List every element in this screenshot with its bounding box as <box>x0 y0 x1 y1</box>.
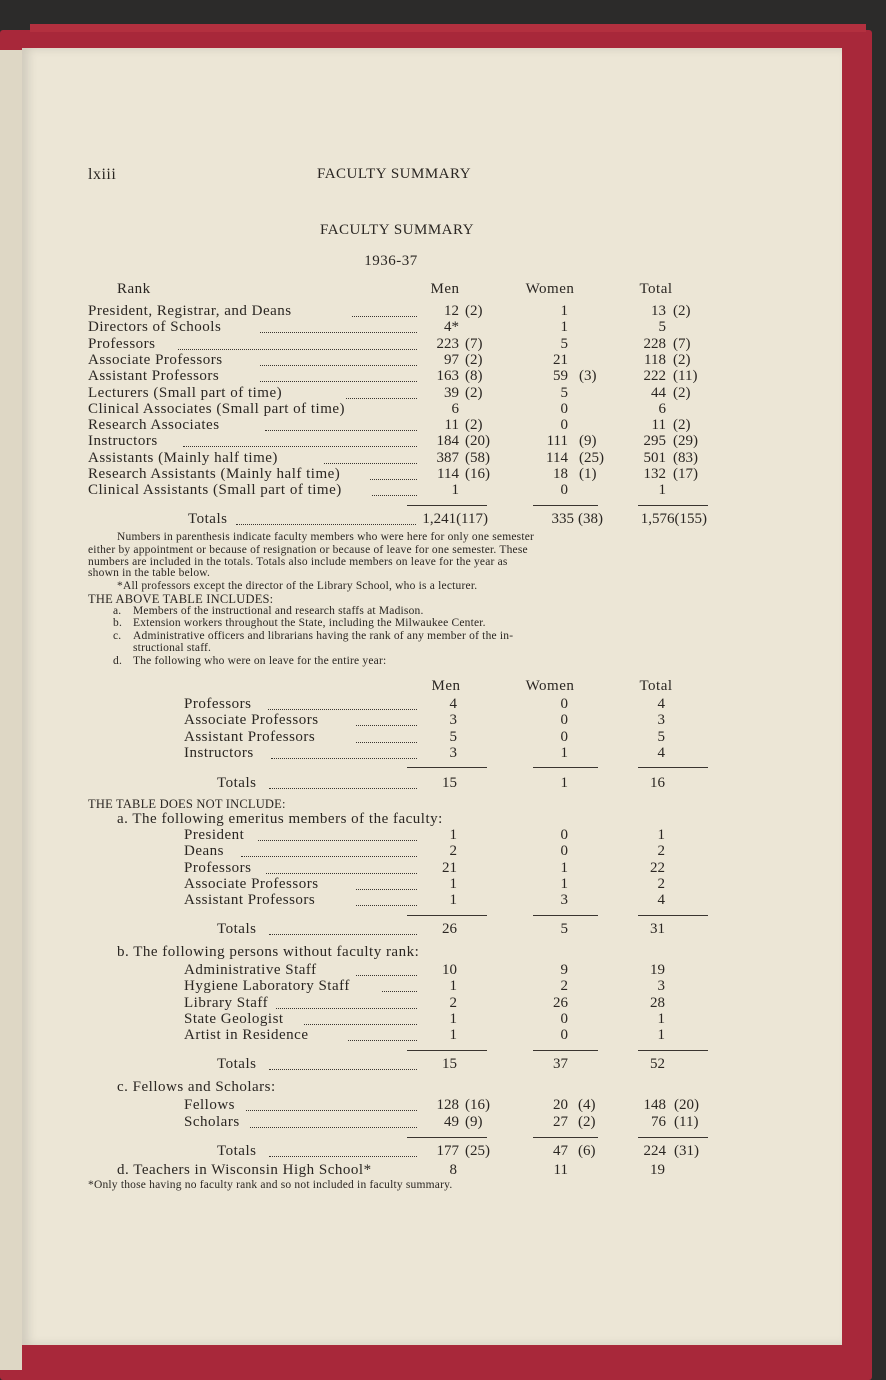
men-value: 21 <box>442 860 457 876</box>
leave-header-women: Women <box>525 678 575 694</box>
men-value: 97 <box>444 352 459 368</box>
women-semester-value: (4) <box>578 1097 596 1113</box>
women-value: 11 <box>553 1162 568 1178</box>
table-row-label: Assistants (Mainly half time) <box>88 450 278 466</box>
table-row-label: Assistant Professors <box>184 729 316 745</box>
list-marker: b. <box>113 617 123 629</box>
women-semester-value: (9) <box>579 433 597 449</box>
book-cover-top-edge <box>30 24 866 32</box>
women-value: 0 <box>560 1027 568 1043</box>
total-rule <box>533 1050 598 1051</box>
totals-men: 26 <box>442 921 457 937</box>
leader-dots <box>258 840 417 841</box>
total-rule <box>407 1137 487 1138</box>
women-value: 18 <box>553 466 568 482</box>
table-row-label: Lecturers (Small part of time) <box>88 385 283 401</box>
men-semester-value: (20) <box>465 433 490 449</box>
column-header-men: Men <box>430 281 460 297</box>
table-row-label: Associate Professors <box>184 712 319 728</box>
total-rule <box>407 505 487 506</box>
leader-dots <box>269 934 417 935</box>
total-value: 3 <box>657 712 665 728</box>
women-semester-value: (25) <box>579 450 604 466</box>
total-value: 28 <box>650 995 665 1011</box>
note-line: either by appointment or because of resignation or because of leave for one semester. These <box>88 544 528 556</box>
total-semester-value: (83) <box>673 450 698 466</box>
totals-label: Totals <box>217 1056 257 1072</box>
total-rule <box>407 767 487 768</box>
women-semester-value: (2) <box>578 1114 596 1130</box>
total-rule <box>407 915 487 916</box>
women-value: 59 <box>553 368 568 384</box>
leader-dots <box>356 905 417 906</box>
running-title: FACULTY SUMMARY <box>316 166 472 182</box>
men-value: 4* <box>444 319 459 335</box>
men-semester-value: (8) <box>465 368 483 384</box>
facing-page-edge <box>0 50 22 1370</box>
men-semester-value: (58) <box>465 450 490 466</box>
leader-dots <box>356 742 417 743</box>
total-value: 13 <box>651 303 666 319</box>
totals-women: 47 <box>553 1143 568 1159</box>
table-row-label: Deans <box>184 843 224 859</box>
women-value: 0 <box>560 482 568 498</box>
men-semester-value: (16) <box>465 1097 490 1113</box>
table-row-label: Clinical Assistants (Small part of time) <box>88 482 342 498</box>
leader-dots <box>236 524 416 525</box>
column-header-total: Total <box>639 281 673 297</box>
men-value: 1 <box>449 1027 457 1043</box>
table-row-label: Instructors <box>184 745 254 761</box>
men-value: 114 <box>437 466 459 482</box>
table-row-label: Directors of Schools <box>88 319 222 335</box>
section-a-heading: a. The following emeritus members of the faculty: <box>117 811 443 827</box>
leader-dots <box>356 975 417 976</box>
table-row-label: Professors <box>88 336 156 352</box>
table-row-label: Artist in Residence <box>184 1027 309 1043</box>
total-value: 148 <box>643 1097 666 1113</box>
men-value: 1 <box>451 482 459 498</box>
note-line: *All professors except the director of the Library School, who is a lecturer. <box>117 580 478 592</box>
list-item-text: The following who were on leave for the entire year: <box>133 655 387 667</box>
totals-men: 177 <box>436 1143 459 1159</box>
women-value: 0 <box>560 417 568 433</box>
leave-header-total: Total <box>639 678 673 694</box>
women-value: 0 <box>560 401 568 417</box>
totals-women: 1 <box>560 775 568 791</box>
total-value: 11 <box>651 417 666 433</box>
women-value: 5 <box>560 385 568 401</box>
total-value: 4 <box>657 696 665 712</box>
totals-label: Totals <box>217 921 257 937</box>
women-value: 27 <box>553 1114 568 1130</box>
women-value: 20 <box>553 1097 568 1113</box>
women-value: 1 <box>560 876 568 892</box>
footnote: *Only those having no faculty rank and so not included in faculty summary. <box>88 1179 453 1191</box>
includes-heading: THE ABOVE TABLE INCLUDES: <box>88 592 274 606</box>
men-value: 2 <box>449 843 457 859</box>
totals-label: Totals <box>217 775 257 791</box>
table-row-label: Administrative Staff <box>184 962 317 978</box>
leader-dots <box>265 430 417 431</box>
leader-dots <box>269 788 417 789</box>
total-value: 1 <box>657 1011 665 1027</box>
men-semester-value: (2) <box>465 303 483 319</box>
total-value: 222 <box>643 368 666 384</box>
table-row-label: Assistant Professors <box>184 892 316 908</box>
women-value: 1 <box>560 303 568 319</box>
women-value: 0 <box>560 843 568 859</box>
list-marker: c. <box>113 630 122 642</box>
page-number: lxiii <box>88 166 117 183</box>
not-include-heading: THE TABLE DOES NOT INCLUDE: <box>88 797 286 811</box>
table-row-label: State Geologist <box>184 1011 284 1027</box>
total-value: 5 <box>657 729 665 745</box>
men-value: 1 <box>449 978 457 994</box>
leader-dots <box>356 889 417 890</box>
total-value: 295 <box>643 433 666 449</box>
men-value: 184 <box>436 433 459 449</box>
total-value: 2 <box>657 843 665 859</box>
section-c-heading: c. Fellows and Scholars: <box>117 1079 276 1095</box>
men-value: 1 <box>449 1011 457 1027</box>
leader-dots <box>348 1040 417 1041</box>
leader-dots <box>356 725 417 726</box>
total-semester-value: (7) <box>673 336 691 352</box>
total-value: 228 <box>643 336 666 352</box>
table-row-label: President <box>184 827 245 843</box>
totals-label: Totals <box>188 511 228 527</box>
men-value: 11 <box>444 417 459 433</box>
men-value: 128 <box>436 1097 459 1113</box>
total-value: 1 <box>657 1027 665 1043</box>
total-rule <box>638 767 708 768</box>
men-semester-value: (2) <box>465 417 483 433</box>
book-page <box>22 48 842 1345</box>
column-header-rank: Rank <box>117 281 151 297</box>
women-value: 0 <box>560 827 568 843</box>
men-semester-value: (2) <box>465 385 483 401</box>
total-value: 44 <box>651 385 666 401</box>
men-value: 1 <box>449 876 457 892</box>
leader-dots <box>183 446 417 447</box>
leave-header-men: Men <box>431 678 461 694</box>
leader-dots <box>304 1024 417 1025</box>
total-value: 76 <box>651 1114 666 1130</box>
women-value: 0 <box>560 712 568 728</box>
year-subtitle: 1936-37 <box>364 253 418 269</box>
table-row-label: President, Registrar, and Deans <box>88 303 292 319</box>
totals-women: 37 <box>553 1056 568 1072</box>
total-semester-value: (29) <box>673 433 698 449</box>
table-row-label: Library Staff <box>184 995 269 1011</box>
leader-dots <box>250 1127 417 1128</box>
women-semester-value: (3) <box>579 368 597 384</box>
women-value: 0 <box>560 696 568 712</box>
total-value: 19 <box>650 962 665 978</box>
leader-dots <box>269 1069 417 1070</box>
leader-dots <box>346 398 417 399</box>
note-line: shown in the table below. <box>88 567 211 579</box>
leader-dots <box>246 1110 417 1111</box>
list-marker: d. <box>113 655 123 667</box>
women-value: 26 <box>553 995 568 1011</box>
men-value: 223 <box>436 336 459 352</box>
totals-men: 15 <box>442 775 457 791</box>
total-value: 118 <box>644 352 666 368</box>
men-value: 5 <box>449 729 457 745</box>
women-value: 111 <box>546 433 568 449</box>
women-value: 114 <box>546 450 568 466</box>
page-title: FACULTY SUMMARY <box>319 222 475 238</box>
leader-dots <box>178 349 417 350</box>
list-item-text: Members of the instructional and research staffs at Madison. <box>133 605 424 617</box>
leader-dots <box>370 479 417 480</box>
list-item-text: Extension workers throughout the State, including the Milwaukee Center. <box>133 617 486 629</box>
total-rule <box>638 1137 708 1138</box>
totals-women-semester: (38) <box>578 511 603 527</box>
men-value: 3 <box>449 712 457 728</box>
total-value: 22 <box>650 860 665 876</box>
totals-label: Totals <box>217 1143 257 1159</box>
women-value: 9 <box>560 962 568 978</box>
section-b-heading: b. The following persons without faculty rank: <box>117 944 420 960</box>
men-value: 10 <box>442 962 457 978</box>
table-row-label: Professors <box>184 860 252 876</box>
total-value: 19 <box>650 1162 665 1178</box>
women-value: 21 <box>553 352 568 368</box>
table-row-label: Fellows <box>184 1097 236 1113</box>
section-d-text: d. Teachers in Wisconsin High School* <box>117 1162 372 1178</box>
total-rule <box>533 915 598 916</box>
women-value: 5 <box>560 336 568 352</box>
total-value: 4 <box>657 892 665 908</box>
total-value: 132 <box>643 466 666 482</box>
total-rule <box>533 767 598 768</box>
list-marker: a. <box>113 605 122 617</box>
men-semester-value: (7) <box>465 336 483 352</box>
total-semester-value: (2) <box>673 385 691 401</box>
men-value: 3 <box>449 745 457 761</box>
women-value: 1 <box>560 745 568 761</box>
women-semester-value: (1) <box>579 466 597 482</box>
women-value: 2 <box>560 978 568 994</box>
total-rule <box>638 1050 708 1051</box>
totals-total-semester: (31) <box>674 1143 699 1159</box>
men-value: 387 <box>436 450 459 466</box>
table-row-label: Research Assistants (Mainly half time) <box>88 466 341 482</box>
table-row-label: Clinical Associates (Small part of time) <box>88 401 346 417</box>
list-item-text: structional staff. <box>133 642 212 654</box>
men-value: 2 <box>449 995 457 1011</box>
total-semester-value: (11) <box>673 368 698 384</box>
leader-dots <box>260 381 417 382</box>
leader-dots <box>324 463 417 464</box>
total-semester-value: (2) <box>673 303 691 319</box>
total-rule <box>533 505 598 506</box>
men-semester-value: (2) <box>465 352 483 368</box>
total-semester-value: (2) <box>673 352 691 368</box>
total-semester-value: (20) <box>674 1097 699 1113</box>
leader-dots <box>268 709 417 710</box>
total-rule <box>407 1050 487 1051</box>
leader-dots <box>352 316 417 317</box>
total-value: 501 <box>643 450 666 466</box>
leader-dots <box>260 332 417 333</box>
totals-total: 52 <box>650 1056 665 1072</box>
women-value: 0 <box>560 729 568 745</box>
column-header-women: Women <box>525 281 575 297</box>
note-line: Numbers in parenthesis indicate faculty members who were here for only one semester <box>117 531 535 543</box>
men-value: 4 <box>449 696 457 712</box>
total-semester-value: (17) <box>673 466 698 482</box>
total-value: 3 <box>657 978 665 994</box>
leader-dots <box>260 365 417 366</box>
totals-total: 31 <box>650 921 665 937</box>
totals-total: 1,576(155) <box>640 511 707 527</box>
leader-dots <box>276 1008 417 1009</box>
table-row-label: Scholars <box>184 1114 240 1130</box>
table-row-label: Research Associates <box>88 417 220 433</box>
men-value: 49 <box>444 1114 459 1130</box>
men-value: 39 <box>444 385 459 401</box>
total-value: 6 <box>658 401 666 417</box>
men-value: 1 <box>449 827 457 843</box>
totals-women: 335 <box>551 511 574 527</box>
men-value: 1 <box>449 892 457 908</box>
men-value: 12 <box>444 303 459 319</box>
totals-men: 1,241(117) <box>422 511 488 527</box>
men-semester-value: (9) <box>465 1114 483 1130</box>
table-row-label: Assistant Professors <box>88 368 220 384</box>
totals-total: 16 <box>650 775 665 791</box>
table-row-label: Associate Professors <box>88 352 223 368</box>
totals-men-semester: (25) <box>465 1143 490 1159</box>
note-line: numbers are included in the totals. Totals also include members on leave for the year as <box>88 556 508 568</box>
leader-dots <box>269 1156 417 1157</box>
table-row-label: Associate Professors <box>184 876 319 892</box>
leader-dots <box>266 873 417 874</box>
leader-dots <box>382 991 417 992</box>
table-row-label: Instructors <box>88 433 158 449</box>
totals-total: 224 <box>643 1143 666 1159</box>
total-semester-value: (11) <box>674 1114 699 1130</box>
women-value: 3 <box>560 892 568 908</box>
list-item-text: Administrative officers and librarians having the rank of any member of the in- <box>133 630 514 642</box>
men-value: 8 <box>449 1162 457 1178</box>
men-value: 163 <box>436 368 459 384</box>
total-rule <box>638 915 708 916</box>
men-value: 6 <box>451 401 459 417</box>
leader-dots <box>241 856 417 857</box>
total-rule <box>533 1137 598 1138</box>
women-value: 1 <box>560 860 568 876</box>
totals-women-semester: (6) <box>578 1143 596 1159</box>
men-semester-value: (16) <box>465 466 490 482</box>
table-row-label: Hygiene Laboratory Staff <box>184 978 350 994</box>
total-rule <box>638 505 708 506</box>
totals-women: 5 <box>560 921 568 937</box>
total-value: 2 <box>657 876 665 892</box>
total-value: 4 <box>657 745 665 761</box>
total-value: 1 <box>657 827 665 843</box>
totals-men: 15 <box>442 1056 457 1072</box>
women-value: 0 <box>560 1011 568 1027</box>
total-value: 5 <box>658 319 666 335</box>
total-semester-value: (2) <box>673 417 691 433</box>
leader-dots <box>271 758 417 759</box>
total-value: 1 <box>658 482 666 498</box>
women-value: 1 <box>560 319 568 335</box>
leader-dots <box>372 495 417 496</box>
table-row-label: Professors <box>184 696 252 712</box>
